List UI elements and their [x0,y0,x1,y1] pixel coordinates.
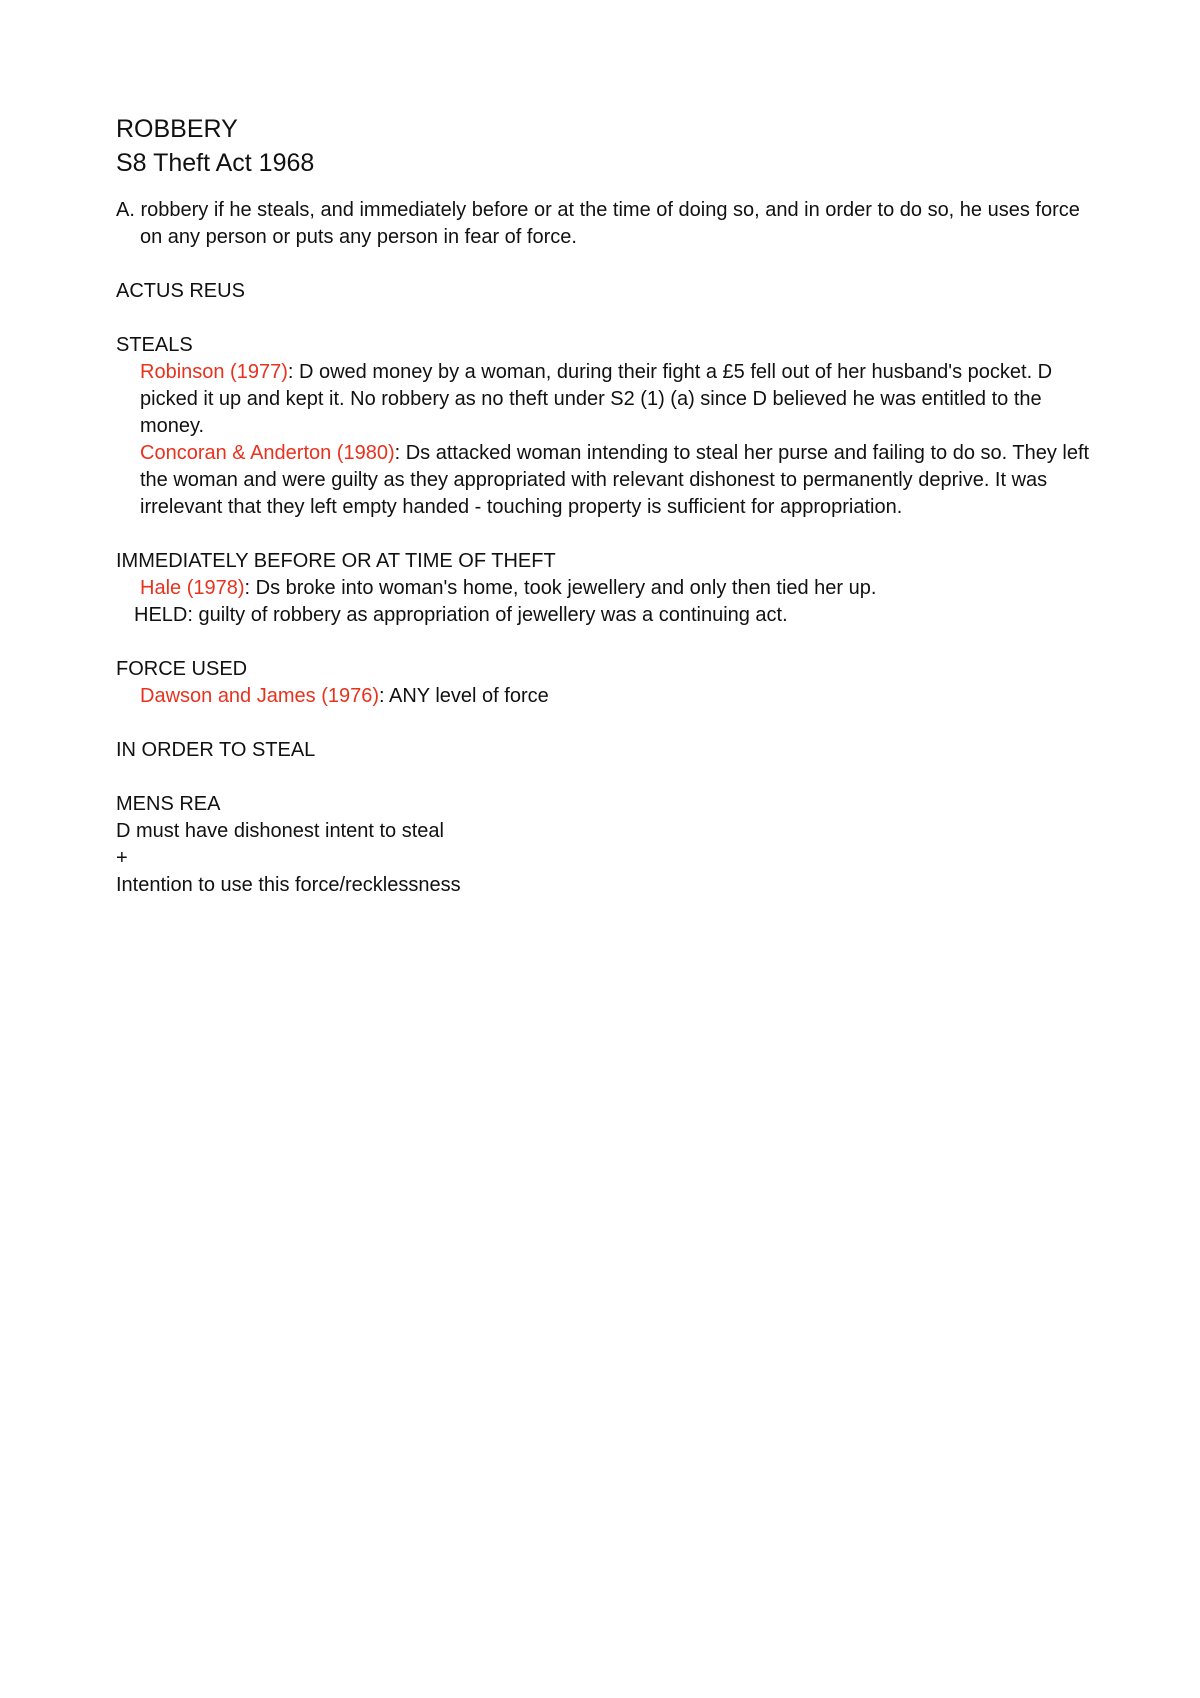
mens-rea-line: D must have dishonest intent to steal [116,820,444,842]
spacer [116,305,1106,332]
definition-paragraph: A. robbery if he steals, and immediately before or at the time of doing so, and in order to do so, he uses force on any person or puts any person in fear of force. [116,199,1080,248]
case-text [140,359,1106,440]
case-description: : ANY level of force [379,685,549,707]
document-subtitle: S8 Theft Act 1968 [116,149,315,177]
held-note: HELD: guilty of robbery as appropriation of jewellery was a continuing act. [134,604,788,626]
case-item [116,440,1106,521]
plus-sign: + [116,847,128,869]
mens-rea-line: Intention to use this force/recklessness [116,874,461,896]
document-title: ROBBERY [116,115,238,143]
case-item [116,683,1106,710]
case-description: : Ds attacked woman intending to steal her purse and failing to do so. They left the woman and were guilty as they appropriated with relevant dishonest to permanently deprive. It was irrelevant that they left empty handed - touching property is sufficient for appropriation. [140,442,1090,518]
case-name: Dawson and James (1976) [140,685,380,707]
spacer [116,251,1106,278]
case-name: Concoran & Anderton (1980) [140,442,395,464]
spacer [116,180,1106,197]
document-content [116,112,1106,899]
spacer [116,521,1106,548]
case-description: : Ds broke into woman's home, took jewellery and only then tied her up. [244,577,877,599]
spacer [116,764,1106,791]
case-item [116,359,1106,440]
force-used-heading: FORCE USED [116,658,248,680]
case-text [140,683,1106,710]
in-order-to-steal-heading: IN ORDER TO STEAL [116,739,316,761]
actus-reus-heading: ACTUS REUS [116,280,245,302]
case-item [116,575,1106,602]
mens-rea-heading: MENS REA [116,793,221,815]
case-description: : D owed money by a woman, during their fight a £5 fell out of her husband's pocket. D picked it up and kept it. No robbery as no theft under S2 (1) (a) since D believed he was entitled to the money. [140,361,1053,437]
spacer [116,629,1106,656]
case-name: Robinson (1977) [140,361,288,383]
case-text [140,575,1106,602]
case-name: Hale (1978) [140,577,245,599]
case-text [140,440,1106,521]
steals-heading: STEALS [116,334,193,356]
immediately-heading: IMMEDIATELY BEFORE OR AT TIME OF THEFT [116,550,556,572]
spacer [116,710,1106,737]
